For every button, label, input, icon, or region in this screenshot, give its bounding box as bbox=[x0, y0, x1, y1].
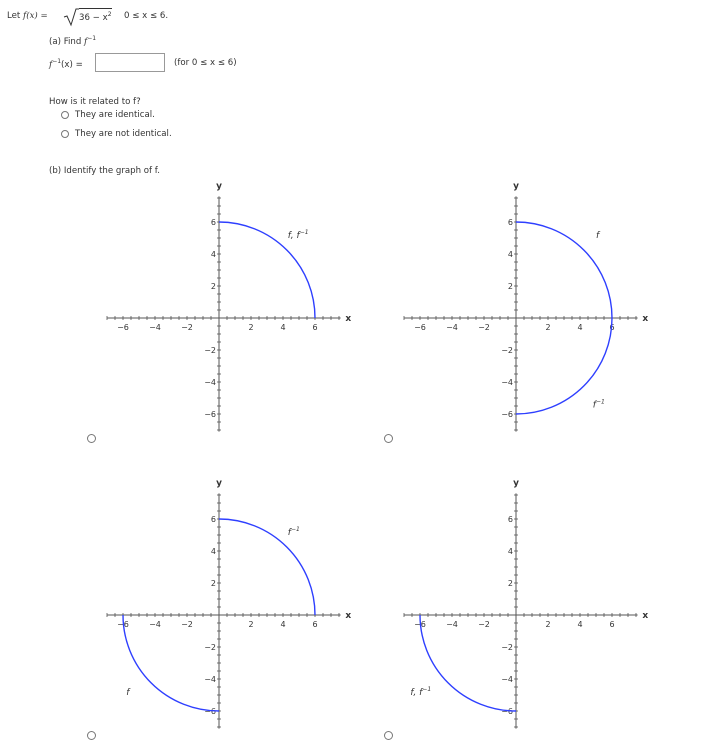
y-tick-label: 2 bbox=[210, 579, 216, 588]
problem-statement bbox=[7, 11, 48, 21]
y-tick-label: 6 bbox=[507, 218, 513, 227]
y-axis-label: y bbox=[216, 181, 222, 192]
curve-label: f bbox=[126, 688, 130, 698]
y-tick-label: 6 bbox=[210, 218, 216, 227]
part-b-label: (b) Identify the graph of f. bbox=[49, 166, 160, 176]
y-tick-label: 2 bbox=[507, 579, 513, 588]
curve-label: $f^{-1}$ bbox=[592, 398, 605, 411]
curve-label: $f^{-1}$ bbox=[287, 526, 300, 538]
curve-arc bbox=[123, 615, 219, 711]
graph-option-2 bbox=[391, 180, 661, 450]
option-not-identical-label: They are not identical. bbox=[75, 129, 172, 139]
x-tick-label: 4 bbox=[280, 323, 286, 332]
x-tick-label: 6 bbox=[312, 620, 318, 629]
graph-option-3 bbox=[94, 477, 364, 747]
x-tick-label: 2 bbox=[545, 620, 551, 629]
graph-option-4 bbox=[391, 477, 661, 747]
x-tick-label: −2 bbox=[478, 620, 490, 629]
y-axis-label: y bbox=[216, 478, 222, 489]
x-tick-label: −4 bbox=[446, 323, 458, 332]
radicand: $36 - x^2$ bbox=[79, 8, 112, 23]
radio-identical[interactable] bbox=[61, 111, 69, 119]
x-tick-label: −6 bbox=[414, 323, 426, 332]
x-tick-label: −2 bbox=[181, 323, 193, 332]
inverse-answer-input[interactable] bbox=[95, 53, 165, 72]
y-tick-label: −4 bbox=[501, 675, 513, 684]
curve-arc bbox=[420, 615, 516, 711]
y-tick-label: 4 bbox=[507, 547, 513, 556]
y-tick-label: −6 bbox=[204, 410, 216, 419]
curve-arc bbox=[219, 519, 315, 615]
x-tick-label: −2 bbox=[478, 323, 490, 332]
x-tick-label: 4 bbox=[577, 620, 583, 629]
y-tick-label: 4 bbox=[210, 250, 216, 259]
x-tick-label: 6 bbox=[609, 620, 615, 629]
radical-sign-icon bbox=[63, 7, 79, 27]
y-tick-label: 4 bbox=[507, 250, 513, 259]
option-identical-label: They are identical. bbox=[75, 110, 155, 120]
curve-arc bbox=[219, 222, 315, 318]
x-tick-label: 4 bbox=[280, 620, 286, 629]
curve-label: f, $f^{-1}$ bbox=[287, 229, 309, 241]
y-tick-label: 2 bbox=[210, 282, 216, 291]
x-tick-label: 2 bbox=[248, 323, 254, 332]
y-axis-label: y bbox=[513, 478, 519, 489]
y-axis-label: y bbox=[513, 181, 519, 192]
function-lhs: f(x) = bbox=[23, 11, 48, 21]
y-tick-label: −2 bbox=[204, 643, 216, 652]
x-tick-label: −6 bbox=[414, 620, 426, 629]
x-tick-label: −4 bbox=[149, 620, 161, 629]
radio-not-identical[interactable] bbox=[61, 130, 69, 138]
y-tick-label: 6 bbox=[507, 515, 513, 524]
graph-option-1 bbox=[94, 180, 364, 450]
y-tick-label: 2 bbox=[507, 282, 513, 291]
x-tick-label: −4 bbox=[149, 323, 161, 332]
y-tick-label: −6 bbox=[501, 410, 513, 419]
x-tick-label: 6 bbox=[609, 323, 615, 332]
domain-note: (for 0 ≤ x ≤ 6) bbox=[174, 58, 237, 68]
part-a-label: (a) Find $f^{-1}$ bbox=[49, 35, 97, 47]
x-tick-label: −2 bbox=[181, 620, 193, 629]
y-tick-label: −4 bbox=[501, 378, 513, 387]
x-tick-label: −6 bbox=[117, 620, 129, 629]
x-axis-label: x bbox=[345, 611, 352, 621]
curve-label: f bbox=[596, 231, 600, 241]
y-tick-label: −6 bbox=[501, 707, 513, 716]
x-tick-label: 2 bbox=[248, 620, 254, 629]
answer-lhs: $f^{-1}(x)$ = bbox=[49, 58, 83, 70]
x-tick-label: 4 bbox=[577, 323, 583, 332]
relation-prompt: How is it related to f? bbox=[49, 97, 141, 107]
y-tick-label: −4 bbox=[204, 675, 216, 684]
x-tick-label: −4 bbox=[446, 620, 458, 629]
y-tick-label: −6 bbox=[204, 707, 216, 716]
y-tick-label: −4 bbox=[204, 378, 216, 387]
y-tick-label: 4 bbox=[210, 547, 216, 556]
y-tick-label: −2 bbox=[204, 346, 216, 355]
curve-label: f, $f^{-1}$ bbox=[410, 686, 432, 698]
x-axis-label: x bbox=[642, 611, 649, 621]
x-axis-label: x bbox=[642, 314, 649, 324]
domain-text: 0 ≤ x ≤ 6. bbox=[124, 11, 169, 21]
let-label: Let bbox=[7, 11, 21, 21]
x-tick-label: −6 bbox=[117, 323, 129, 332]
y-tick-label: −2 bbox=[501, 346, 513, 355]
x-axis-label: x bbox=[345, 314, 352, 324]
y-tick-label: 6 bbox=[210, 515, 216, 524]
x-tick-label: 6 bbox=[312, 323, 318, 332]
x-tick-label: 2 bbox=[545, 323, 551, 332]
y-tick-label: −2 bbox=[501, 643, 513, 652]
